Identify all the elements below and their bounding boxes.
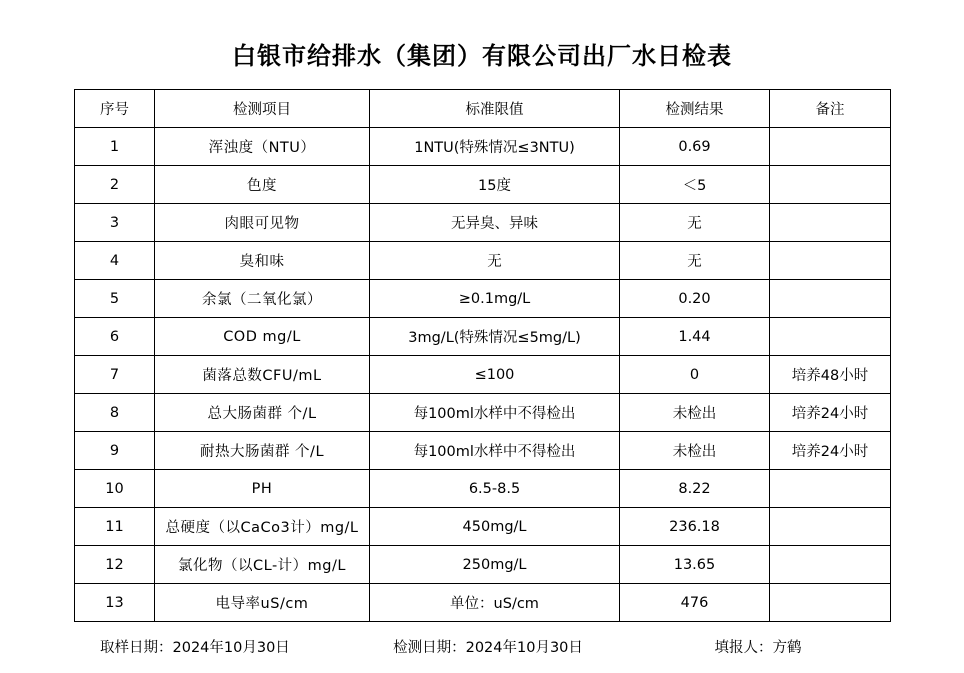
cell-result: 0 [620, 356, 770, 394]
cell-no: 8 [75, 394, 155, 432]
cell-remark [770, 166, 891, 204]
report-table-wrapper [74, 89, 890, 622]
table-header-row [75, 90, 891, 128]
cell-item: 浑浊度（NTU） [155, 128, 370, 166]
water-quality-table [74, 89, 891, 622]
cell-no: 12 [75, 546, 155, 584]
cell-limit: ≤100 [370, 356, 620, 394]
cell-limit: 无 [370, 242, 620, 280]
cell-limit: 250mg/L [370, 546, 620, 584]
cell-item: 臭和味 [155, 242, 370, 280]
cell-limit: 3mg/L(特殊情况≤5mg/L) [370, 318, 620, 356]
cell-remark [770, 508, 891, 546]
table-row [75, 508, 891, 546]
cell-no: 10 [75, 470, 155, 508]
table-row [75, 242, 891, 280]
page-title: 白银市给排水（集团）有限公司出厂水日检表 [232, 42, 732, 70]
cell-result: 8.22 [620, 470, 770, 508]
cell-item: 耐热大肠菌群 个/L [155, 432, 370, 470]
cell-no: 5 [75, 280, 155, 318]
cell-item: COD mg/L [155, 318, 370, 356]
cell-limit: 450mg/L [370, 508, 620, 546]
cell-no: 11 [75, 508, 155, 546]
cell-no: 6 [75, 318, 155, 356]
cell-result: 13.65 [620, 546, 770, 584]
header-cell-limit: 标准限值 [370, 90, 620, 128]
cell-item: 总硬度（以CaCo3计）mg/L [155, 508, 370, 546]
table-body [75, 128, 891, 622]
cell-limit: 每100ml水样中不得检出 [370, 432, 620, 470]
cell-limit: 15度 [370, 166, 620, 204]
cell-remark: 培养48小时 [770, 356, 891, 394]
table-row [75, 394, 891, 432]
cell-result: 无 [620, 204, 770, 242]
header-cell-result: 检测结果 [620, 90, 770, 128]
cell-item: 电导率uS/cm [155, 584, 370, 622]
cell-result: 未检出 [620, 432, 770, 470]
cell-remark [770, 128, 891, 166]
cell-no: 2 [75, 166, 155, 204]
cell-remark: 培养24小时 [770, 432, 891, 470]
cell-remark [770, 242, 891, 280]
table-row [75, 432, 891, 470]
cell-remark [770, 584, 891, 622]
cell-no: 1 [75, 128, 155, 166]
cell-item: 色度 [155, 166, 370, 204]
header-cell-remark: 备注 [770, 90, 891, 128]
cell-result: 0.69 [620, 128, 770, 166]
reporter: 填报人：方鹤 [714, 640, 802, 656]
header-cell-no: 序号 [75, 90, 155, 128]
document-page [0, 36, 964, 673]
cell-item: 氯化物（以CL-计）mg/L [155, 546, 370, 584]
testing-date: 检测日期：2024年10月30日 [393, 640, 583, 656]
table-header [75, 90, 891, 128]
cell-limit: 6.5-8.5 [370, 470, 620, 508]
cell-limit: 1NTU(特殊情况≤3NTU) [370, 128, 620, 166]
cell-no: 4 [75, 242, 155, 280]
cell-result: 1.44 [620, 318, 770, 356]
table-row [75, 280, 891, 318]
cell-limit: 无异臭、异味 [370, 204, 620, 242]
cell-result: ＜5 [620, 166, 770, 204]
cell-remark [770, 546, 891, 584]
sampling-date: 取样日期：2024年10月30日 [100, 640, 290, 656]
table-row [75, 318, 891, 356]
cell-no: 3 [75, 204, 155, 242]
cell-result: 无 [620, 242, 770, 280]
cell-item: 总大肠菌群 个/L [155, 394, 370, 432]
table-row [75, 546, 891, 584]
cell-limit: ≥0.1mg/L [370, 280, 620, 318]
cell-remark [770, 204, 891, 242]
document-footer [74, 622, 890, 657]
table-row [75, 166, 891, 204]
cell-remark [770, 470, 891, 508]
cell-item: 余氯（二氧化氯） [155, 280, 370, 318]
cell-no: 7 [75, 356, 155, 394]
cell-item: PH [155, 470, 370, 508]
cell-item: 菌落总数CFU/mL [155, 356, 370, 394]
cell-remark [770, 280, 891, 318]
cell-item: 肉眼可见物 [155, 204, 370, 242]
table-row [75, 356, 891, 394]
table-row [75, 128, 891, 166]
header-cell-item: 检测项目 [155, 90, 370, 128]
cell-limit: 单位：uS/cm [370, 584, 620, 622]
cell-no: 9 [75, 432, 155, 470]
table-row [75, 584, 891, 622]
cell-result: 236.18 [620, 508, 770, 546]
cell-limit: 每100ml水样中不得检出 [370, 394, 620, 432]
cell-result: 476 [620, 584, 770, 622]
cell-result: 未检出 [620, 394, 770, 432]
cell-result: 0.20 [620, 280, 770, 318]
cell-remark: 培养24小时 [770, 394, 891, 432]
table-row [75, 470, 891, 508]
cell-no: 13 [75, 584, 155, 622]
cell-remark [770, 318, 891, 356]
table-row [75, 204, 891, 242]
